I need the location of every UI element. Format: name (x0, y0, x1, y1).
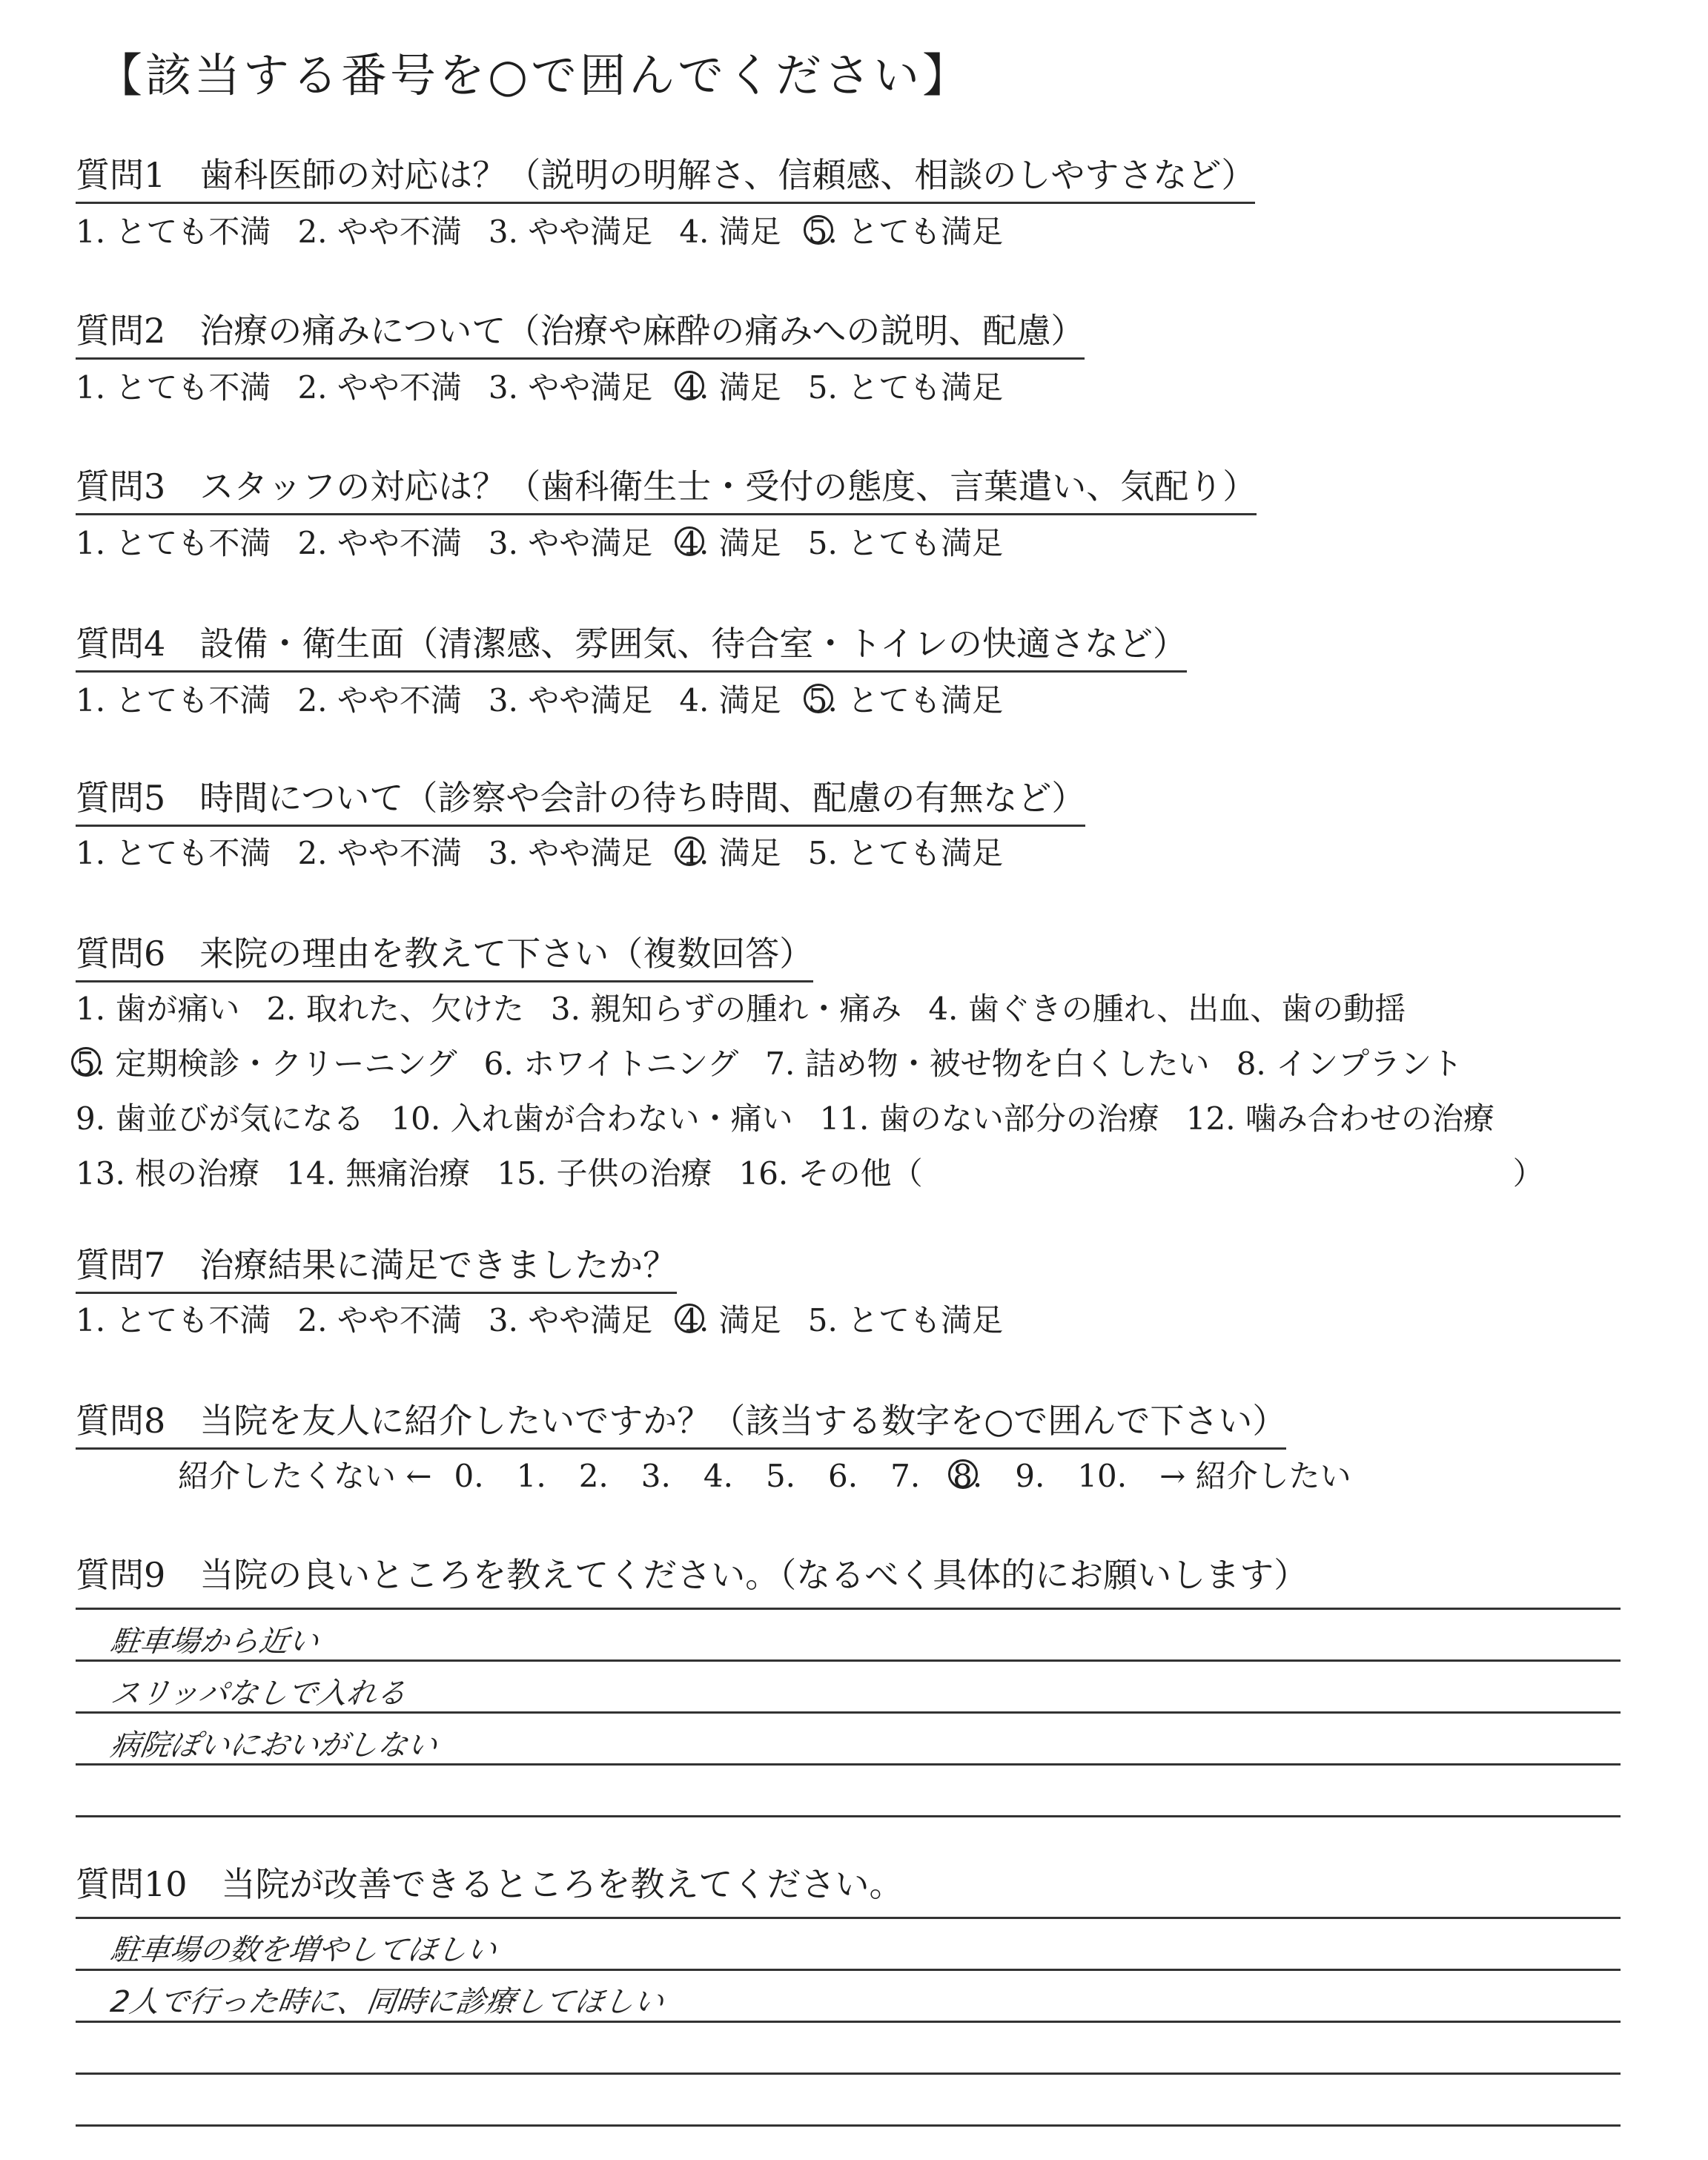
reason-row (76, 1040, 1489, 1084)
scale-value-4[interactable]: 4. (703, 1458, 733, 1494)
option-number: 3. (488, 214, 518, 250)
scale-value-1[interactable]: 1. (516, 1458, 546, 1494)
reason-option-14[interactable] (286, 1149, 470, 1194)
option-5[interactable] (808, 829, 1003, 873)
question-7-options (76, 1296, 1030, 1341)
option-number: 7. (765, 1046, 795, 1082)
answer-line (76, 2124, 1621, 2127)
option-label: やや満足 (517, 369, 653, 406)
option-number: 2. (297, 214, 328, 250)
option-4[interactable] (679, 363, 781, 408)
option-number: 3. (550, 991, 580, 1027)
option-label: 満足 (709, 525, 781, 561)
option-label: とても満足 (837, 1302, 1004, 1338)
reason-option-4[interactable] (928, 985, 1406, 1029)
question-10-title: 質問10 当院が改善できるところを教えてください。 (76, 1864, 904, 1904)
answer-line (76, 2073, 1621, 2075)
question-8-title: 質問8 当院を友人に紹介したいですか？（該当する数字を○で囲んで下さい） (76, 1394, 1286, 1450)
option-label: 親知らずの腫れ・痛み (580, 991, 902, 1027)
option-5[interactable] (808, 519, 1003, 564)
option-5[interactable] (808, 1296, 1003, 1341)
reason-option-6[interactable] (484, 1040, 739, 1084)
option-label: とても不満 (105, 369, 271, 406)
reason-option-15[interactable] (497, 1149, 712, 1194)
option-2[interactable] (297, 676, 461, 721)
option-label: とても不満 (105, 1302, 271, 1338)
option-1[interactable] (76, 1296, 271, 1341)
option-number: 2. (297, 835, 328, 871)
option-label: 満足 (709, 1302, 781, 1338)
option-number: 4. (928, 991, 959, 1027)
option-5[interactable] (808, 208, 1003, 252)
option-1[interactable] (76, 208, 271, 252)
question-3-title: 質問3 スタッフの対応は？（歯科衛生士・受付の態度、言葉遣い、気配り） (76, 460, 1257, 515)
scale-value-0[interactable]: 0. (454, 1458, 484, 1494)
selected-number-circle: 5. (76, 1046, 106, 1082)
option-number: 1. (76, 682, 106, 719)
option-label: ホワイトニング (513, 1046, 739, 1082)
selected-number-circle: 4. (679, 369, 709, 406)
option-number: 4. (679, 682, 709, 719)
option-2[interactable] (297, 519, 461, 564)
question-6-title: 質問6 来院の理由を教えて下さい（複数回答） (76, 927, 813, 982)
option-label: やや満足 (517, 835, 653, 871)
option-number: 5. (807, 525, 838, 561)
reason-option-16[interactable] (738, 1149, 922, 1194)
option-number: 14. (286, 1155, 336, 1192)
option-number: 2. (297, 369, 328, 406)
option-1[interactable] (76, 676, 271, 721)
option-label: 満足 (709, 682, 781, 719)
handwritten-answer-10-2: 2人で行った時に、同時に診療してほしい (108, 1985, 666, 2019)
reason-option-13[interactable] (76, 1149, 259, 1194)
option-label: やや満足 (517, 214, 653, 250)
scale-value-9[interactable]: 9. (1015, 1458, 1045, 1494)
option-3[interactable] (489, 208, 652, 252)
option-number: 3. (488, 835, 518, 871)
handwritten-answer-10-1: 駐車場の数を増やしてほしい (108, 1933, 499, 1967)
handwritten-answer-9-2: スリッパなしで入れる (108, 1677, 409, 1711)
option-4[interactable] (679, 1296, 781, 1341)
option-label: 歯のない部分の治療 (869, 1100, 1159, 1137)
option-3[interactable] (489, 363, 652, 408)
option-number: 2. (297, 525, 328, 561)
option-2[interactable] (297, 208, 461, 252)
handwritten-answer-9-3: 病院ぽいにおいがしない (108, 1728, 440, 1763)
option-label: やや不満 (327, 835, 462, 871)
question-4-options (76, 676, 1030, 721)
question-5-options (76, 829, 1030, 873)
option-1[interactable] (76, 519, 271, 564)
reason-row (76, 1094, 1521, 1139)
scale-value-8[interactable]: 8. (953, 1458, 983, 1494)
option-2[interactable] (297, 363, 461, 408)
option-number: 1. (76, 1302, 106, 1338)
option-3[interactable] (489, 1296, 652, 1341)
option-label: とても満足 (837, 214, 1004, 250)
option-label: 満足 (709, 835, 781, 871)
scale-value-5[interactable]: 5. (765, 1458, 796, 1494)
option-label: とても不満 (105, 835, 271, 871)
question-5-title: 質問5 時間について（診察や会計の待ち時間、配慮の有無など） (76, 771, 1085, 827)
option-label: 満足 (709, 214, 781, 250)
option-label: インプラント (1265, 1046, 1463, 1082)
option-label: 歯ぐきの腫れ、出血、歯の動揺 (958, 991, 1406, 1027)
reason-option-11[interactable] (820, 1094, 1159, 1139)
option-number: 13. (76, 1155, 125, 1192)
option-3[interactable] (489, 829, 652, 873)
option-4[interactable] (679, 519, 781, 564)
option-number: 6. (483, 1046, 514, 1082)
scale-left-label: 紹介したくない ← (178, 1458, 432, 1494)
option-number: 2. (297, 682, 328, 719)
option-number: 11. (819, 1100, 870, 1137)
option-number: 5. (807, 835, 838, 871)
option-label: とても不満 (105, 525, 271, 561)
reason-row (76, 985, 1432, 1029)
handwritten-answer-9-1: 駐車場から近い (108, 1625, 321, 1659)
other-close-paren: ） (1512, 1155, 1544, 1192)
option-2[interactable] (297, 829, 461, 873)
option-4[interactable] (679, 829, 781, 873)
option-number: 12. (1185, 1100, 1236, 1137)
option-label: 歯が痛い (105, 991, 240, 1027)
option-number: 1. (76, 991, 106, 1027)
option-number: 3. (488, 369, 518, 406)
reason-option-12[interactable] (1186, 1094, 1494, 1139)
reason-option-2[interactable] (266, 985, 523, 1029)
question-2-options (76, 363, 1030, 408)
scale-value-2[interactable]: 2. (578, 1458, 609, 1494)
selected-number-circle: 4. (679, 835, 709, 871)
option-label: 入れ歯が合わない・痛い (440, 1100, 793, 1137)
selected-number-circle: 5. (807, 214, 838, 250)
question-1-options (76, 208, 1030, 252)
option-number: 15. (497, 1155, 547, 1192)
option-number: 8. (1236, 1046, 1266, 1082)
option-label: やや不満 (327, 369, 462, 406)
selected-number-circle: 4. (679, 525, 709, 561)
option-label: とても満足 (837, 369, 1004, 406)
option-label: やや満足 (517, 1302, 653, 1338)
option-1[interactable] (76, 829, 271, 873)
reason-option-1[interactable] (76, 985, 239, 1029)
question-1-title: 質問1 歯科医師の対応は？（説明の明解さ、信頼感、相談のしやすさなど） (76, 148, 1255, 204)
option-number: 10. (391, 1100, 441, 1137)
question-9-title: 質問9 当院の良いところを教えてください。（なるべく具体的にお願いします） (76, 1555, 1308, 1595)
option-number: 1. (76, 369, 106, 406)
reason-option-9[interactable] (76, 1094, 364, 1139)
option-label: やや不満 (327, 214, 462, 250)
option-5[interactable] (808, 363, 1003, 408)
scale-right-label: → 紹介したい (1159, 1458, 1351, 1494)
recommend-scale (178, 1452, 1351, 1496)
option-number: 1. (76, 214, 106, 250)
option-number: 16. (738, 1155, 789, 1192)
option-3[interactable] (489, 676, 652, 721)
option-1[interactable] (76, 363, 271, 408)
answer-line (76, 1815, 1621, 1817)
scale-value-10[interactable]: 10. (1077, 1458, 1128, 1494)
selected-number-circle: 5. (807, 682, 838, 719)
option-label: その他（ (788, 1155, 923, 1192)
option-label: やや満足 (517, 682, 653, 719)
option-number: 3. (488, 1302, 518, 1338)
reason-option-5[interactable] (76, 1040, 457, 1084)
reason-option-3[interactable] (551, 985, 901, 1029)
option-number: 1. (76, 835, 106, 871)
option-5[interactable] (808, 676, 1003, 721)
option-number: 4. (679, 214, 709, 250)
reason-row (76, 1149, 1544, 1194)
option-label: 根の治療 (125, 1155, 260, 1192)
option-label: とても満足 (837, 525, 1004, 561)
question-2-title: 質問2 治療の痛みについて（治療や麻酔の痛みへの説明、配慮） (76, 304, 1085, 360)
option-number: 2. (266, 991, 297, 1027)
option-label: 詰め物・被せ物を白くしたい (795, 1046, 1210, 1082)
option-label: 噛み合わせの治療 (1235, 1100, 1494, 1137)
option-number: 3. (488, 682, 518, 719)
option-number: 5. (807, 369, 838, 406)
reason-option-10[interactable] (391, 1094, 792, 1139)
option-label: 歯並びが気になる (105, 1100, 365, 1137)
option-4[interactable] (679, 676, 781, 721)
selected-number-circle: 4. (679, 1302, 709, 1338)
reason-option-8[interactable] (1237, 1040, 1463, 1084)
option-label: やや満足 (517, 525, 653, 561)
option-number: 3. (488, 525, 518, 561)
option-label: 無痛治療 (335, 1155, 471, 1192)
option-2[interactable] (297, 1296, 461, 1341)
option-label: とても不満 (105, 214, 271, 250)
option-4[interactable] (679, 208, 781, 252)
scale-value-6[interactable]: 6. (828, 1458, 858, 1494)
option-label: とても満足 (837, 835, 1004, 871)
reason-option-7[interactable] (765, 1040, 1209, 1084)
scale-value-7[interactable]: 7. (890, 1458, 921, 1494)
option-label: 定期検診・クリーニング (105, 1046, 457, 1082)
option-label: とても不満 (105, 682, 271, 719)
option-label: やや不満 (327, 682, 462, 719)
option-label: とても満足 (837, 682, 1004, 719)
option-number: 9. (76, 1100, 106, 1137)
option-label: 子供の治療 (546, 1155, 712, 1192)
option-label: 取れた、欠けた (296, 991, 524, 1027)
option-3[interactable] (489, 519, 652, 564)
option-label: やや不満 (327, 1302, 462, 1338)
option-number: 1. (76, 525, 106, 561)
option-number: 5. (807, 1302, 838, 1338)
page-title: 【該当する番号を○で囲んでください】 (96, 48, 972, 102)
option-label: やや不満 (327, 525, 462, 561)
answer-line (76, 1969, 1621, 1971)
answer-line (76, 1917, 1621, 1919)
scale-value-3[interactable]: 3. (640, 1458, 671, 1494)
question-7-title: 質問7 治療結果に満足できましたか？ (76, 1238, 677, 1294)
option-label: 満足 (709, 369, 781, 406)
question-3-options (76, 519, 1030, 564)
answer-line (76, 1608, 1621, 1610)
option-number: 2. (297, 1302, 328, 1338)
question-4-title: 質問4 設備・衛生面（清潔感、雰囲気、待合室・トイレの快適さなど） (76, 617, 1187, 673)
answer-line (76, 2021, 1621, 2023)
